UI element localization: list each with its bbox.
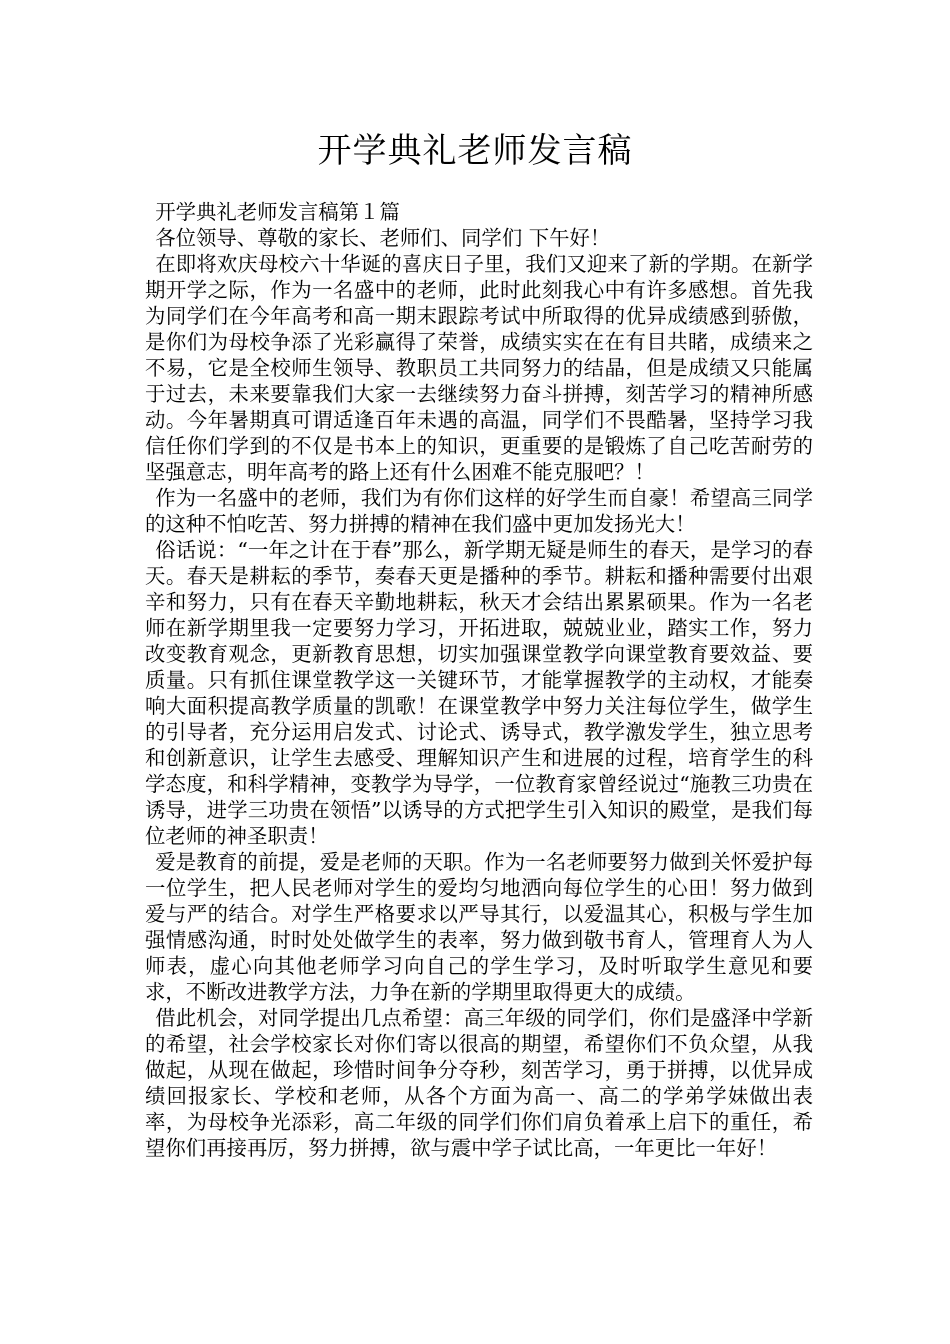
greeting-paragraph: 各位领导、尊敬的家长、老师们、同学们 下午好！	[155, 226, 611, 250]
body-paragraph: 作为一名盛中的老师，我们为有你们这样的好学生而自豪！希望高三同学的这种不怕吃苦、努力拼搏的精神在我们盛中更加发扬光大！	[145, 486, 813, 536]
body-paragraph: 借此机会，对同学提出几点希望：高三年级的同学们，你们是盛泽中学新的希望，社会学校家长对你们寄以很高的期望，希望你们不负众望，从我做起，从现在做起，珍惜时间争分夺秒，刻苦学习，勇于拼搏，以优异成绩回报家长、学校和老师，从各个方面为高一、高二的学弟学妹做出表率，为母校争光添彩，高二年级的同学们你们肩负着承上启下的重任，希望你们再接再厉，努力拼搏，欲与震中学子试比高，一年更比一年好！	[145, 1006, 813, 1160]
section-heading: 开学典礼老师发言稿第１篇	[155, 200, 400, 224]
body-paragraph: 俗话说：“一年之计在于春”那么，新学期无疑是师生的春天，是学习的春天。春天是耕耘的季节，奏春天更是播种的季节。耕耘和播种需要付出艰辛和努力，只有在春天辛勤地耕耘，秋天才会结出累累硕果。作为一名老师在新学期里我一定要努力学习，开拓进取，兢兢业业，踏实工作，努力改变教育观念，更新教育思想，切实加强课堂教学向课堂教育要效益、要质量。只有抓住课堂教学这一关键环节，才能掌握教学的主动权，才能奏响大面积提高教学质量的凯歌！在课堂教学中努力关注每位学生，做学生的引导者，充分运用启发式、讨论式、诱导式，教学激发学生，独立思考和创新意识，让学生去感受、理解知识产生和进展的过程，培育学生的科学态度，和科学精神，变教学为导学，一位教育家曾经说过“施教三功贵在诱导，进学三功贵在领悟”以诱导的方式把学生引入知识的殿堂，是我们每位老师的神圣职责！	[145, 538, 813, 848]
body-paragraph: 在即将欢庆母校六十华诞的喜庆日子里，我们又迎来了新的学期。在新学期开学之际，作为一名盛中的老师，此时此刻我心中有许多感想。首先我为同学们在今年高考和高一期末跟踪考试中所取得的优异成绩感到骄傲，是你们为母校争添了光彩赢得了荣誉，成绩实实在在有目共睹，成绩来之不易，它是全校师生领导、教职员工共同努力的结晶，但是成绩又只能属于过去，未来要靠我们大家一去继续努力奋斗拼搏，刻苦学习的精神所感动。今年暑期真可谓适逢百年未遇的高温，同学们不畏酷暑，坚持学习我信任你们学到的不仅是书本上的知识，更重要的是锻炼了自己吃苦耐劳的坚强意志，明年高考的路上还有什么困难不能克服吧？！	[145, 252, 813, 484]
document-body	[145, 199, 813, 1161]
body-paragraph: 爱是教育的前提，爱是老师的天职。作为一名老师要努力做到关怀爱护每一位学生，把人民老师对学生的爱均匀地洒向每位学生的心田！努力做到爱与严的结合。对学生严格要求以严导其行，以爱温其心，积极与学生加强情感沟通，时时处处做学生的表率，努力做到敬书育人，管理育人为人师表，虚心向其他老师学习向自己的学生学习，及时听取学生意见和要求，不断改进教学方法，力争在新的学期里取得更大的成绩。	[145, 850, 813, 1004]
document-title: 开学典礼老师发言稿	[317, 131, 633, 171]
